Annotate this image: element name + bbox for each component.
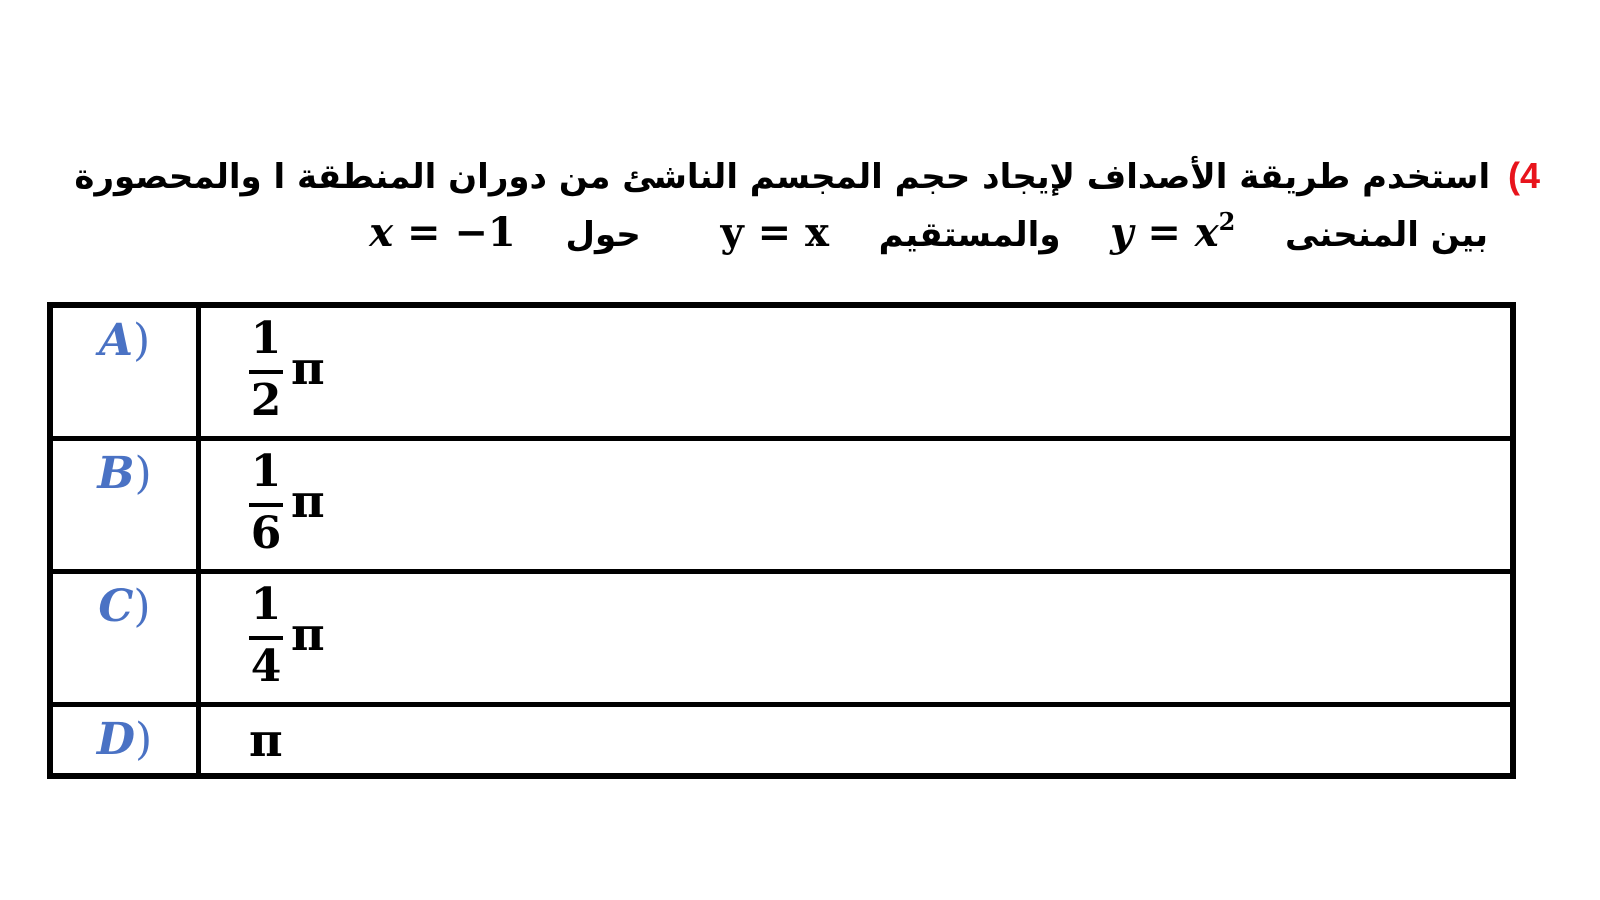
fraction-c bbox=[249, 580, 283, 692]
choice-row-b[interactable] bbox=[50, 439, 1513, 572]
choice-a-expression bbox=[249, 314, 325, 426]
choice-letter-c[interactable] bbox=[50, 572, 199, 705]
curve-eq-sign: = bbox=[1133, 209, 1195, 256]
choice-b-expression bbox=[249, 447, 325, 559]
choice-value-b[interactable] bbox=[199, 439, 1514, 572]
choices-table bbox=[47, 302, 1516, 779]
choice-paren-c: ) bbox=[133, 581, 151, 632]
choice-letter-a[interactable] bbox=[50, 305, 199, 439]
question-line-1 bbox=[74, 148, 1540, 205]
curve-lhs: y bbox=[1110, 209, 1134, 256]
pi-symbol-b: π bbox=[291, 474, 325, 528]
choice-letter-b[interactable] bbox=[50, 439, 199, 572]
curve-equation bbox=[1110, 205, 1235, 261]
choice-value-c[interactable] bbox=[199, 572, 1514, 705]
choice-row-d[interactable] bbox=[50, 705, 1513, 777]
choice-letter-d[interactable] bbox=[50, 705, 199, 777]
numerator-b: 1 bbox=[250, 446, 282, 497]
fraction-bar-b bbox=[249, 503, 283, 507]
axis-eq: = −1 bbox=[393, 209, 516, 256]
choice-c-expression bbox=[249, 580, 325, 692]
curve-prefix: بين المنحنى bbox=[1285, 215, 1488, 255]
choice-value-d[interactable] bbox=[199, 705, 1514, 777]
choice-letter-c-text: C bbox=[98, 581, 134, 632]
pi-symbol-c: π bbox=[291, 607, 325, 661]
fraction-bar-c bbox=[249, 636, 283, 640]
curve-var: x bbox=[1194, 209, 1219, 256]
denominator-b: 6 bbox=[250, 508, 282, 559]
axis-equation bbox=[369, 205, 516, 261]
curve-exponent: 2 bbox=[1218, 207, 1236, 236]
about-word: حول bbox=[565, 215, 641, 255]
pi-symbol-d: π bbox=[249, 713, 283, 767]
connector-word: والمستقيم bbox=[878, 215, 1061, 255]
choice-paren-a: ) bbox=[132, 315, 151, 366]
choice-paren-d: ) bbox=[134, 714, 153, 765]
choice-paren-b: ) bbox=[134, 448, 152, 499]
line-equation: y = x bbox=[720, 209, 829, 256]
choice-row-c[interactable] bbox=[50, 572, 1513, 705]
choice-value-a[interactable] bbox=[199, 305, 1514, 439]
fraction-b bbox=[249, 447, 283, 559]
numerator-a: 1 bbox=[250, 313, 282, 364]
question-block bbox=[74, 148, 1540, 263]
choice-letter-d-text: D bbox=[96, 714, 135, 765]
fraction-a bbox=[249, 314, 283, 426]
question-number: 4) bbox=[1507, 155, 1540, 196]
choice-letter-b-text: B bbox=[97, 448, 135, 499]
numerator-c: 1 bbox=[250, 579, 282, 630]
fraction-bar-a bbox=[249, 370, 283, 374]
denominator-c: 4 bbox=[250, 641, 282, 692]
denominator-a: 2 bbox=[250, 375, 282, 426]
choice-row-a[interactable] bbox=[50, 305, 1513, 439]
question-line-2 bbox=[80, 205, 1540, 263]
choice-letter-a-text: A bbox=[98, 315, 133, 366]
pi-symbol-a: π bbox=[291, 341, 325, 395]
question-text: استخدم طريقة الأصداف لإيجاد حجم المجسم الناشئ من دوران المنطقة ا والمحصورة bbox=[74, 157, 1491, 197]
axis-var: x bbox=[369, 209, 394, 256]
